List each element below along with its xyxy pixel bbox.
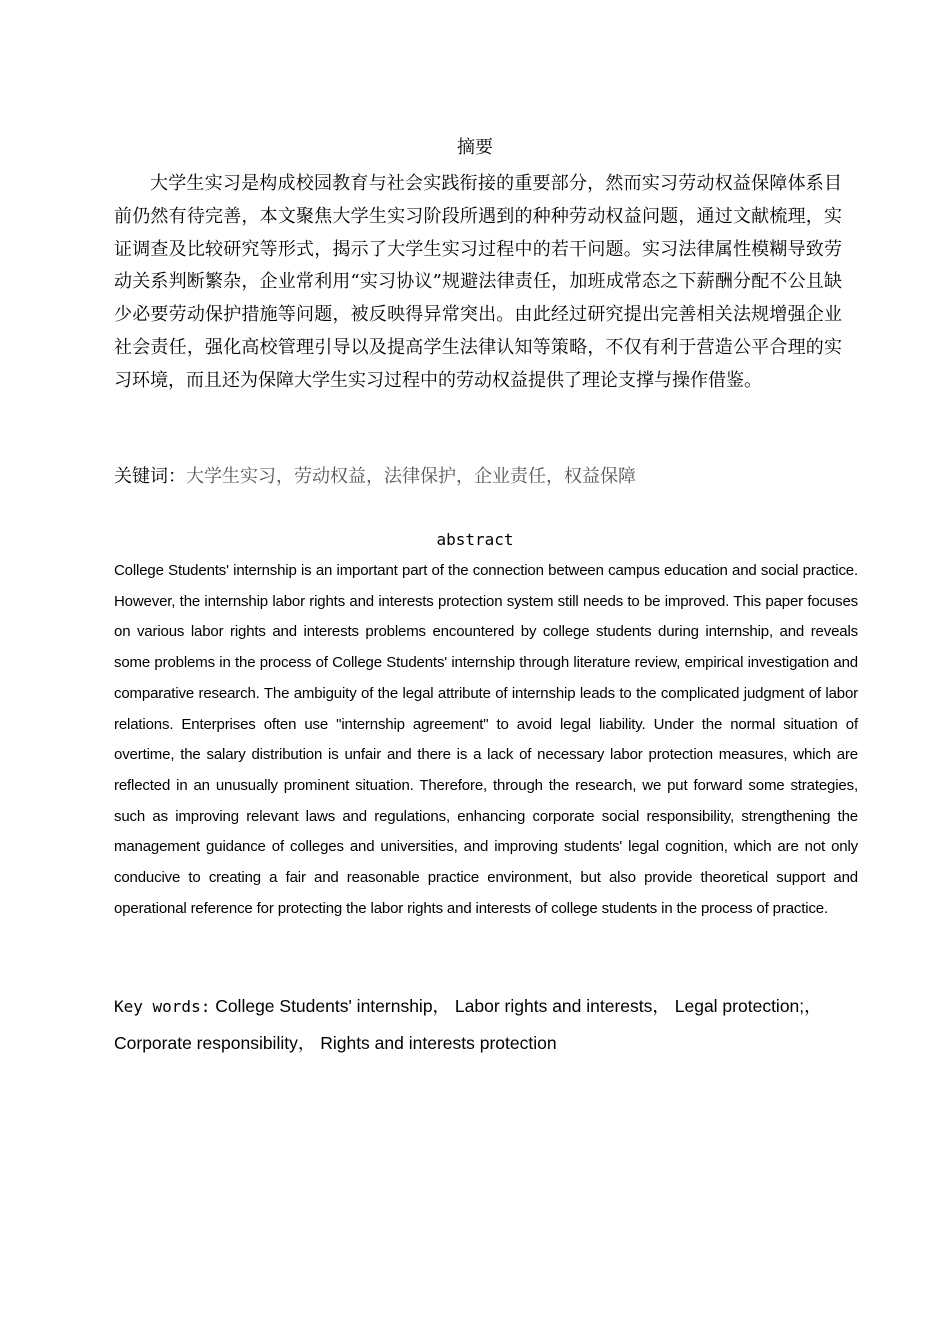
english-keywords-value: College Students' internship， Labor rights and interests， Legal protection;， Corporate responsibility， Rights and interests protection	[114, 996, 822, 1053]
chinese-abstract-title: 摘要	[457, 137, 493, 158]
chinese-abstract-body: 大学生实习是构成校园教育与社会实践衔接的重要部分，然而实习劳动权益保障体系目前仍然有待完善，本文聚焦大学生实习阶段所遇到的种种劳动权益问题，通过文献梳理，实证调查及比较研究等形式，揭示了大学生实习过程中的若干问题。实习法律属性模糊导致劳动关系判断繁杂，企业常利用“实习协议”规避法律责任，加班成常态之下薪酬分配不公且缺少必要劳动保护措施等问题，被反映得异常突出。由此经过研究提出完善相关法规增强企业社会责任，强化高校管理引导以及提高学生法律认知等策略，不仅有利于营造公平合理的实习环境，而且还为保障大学生实习过程中的劳动权益提供了理论支撑与操作借鉴。	[114, 173, 842, 391]
english-keywords-label: Key words:	[114, 997, 211, 1016]
chinese-keywords	[114, 463, 854, 490]
english-abstract-body: College Students' internship is an important part of the connection between campus education and social practice. However, the internship labor rights and interests protection system still needs to be improved. This paper focuses on various labor rights and interests problems encountered by college students during internship, and reveals some problems in the process of College Students' internship through literature review, empirical investigation and comparative research. The ambiguity of the legal attribute of internship leads to the complicated judgment of labor relations. Enterprises often use "internship agreement" to avoid legal liability. Under the normal situation of overtime, the salary distribution is unfair and there is a lack of necessary labor protection measures, which are reflected in an unusually prominent situation. Therefore, through the research, we put forward some strategies, such as improving relevant laws and regulations, enhancing corporate social responsibility, strengthening the management guidance of colleges and universities, and improving students' legal cognition, which are not only conducive to creating a fair and reasonable practice environment, but also provide theoretical support and operational reference for protecting the labor rights and interests of college students in the process of practice.	[114, 562, 858, 917]
english-keywords	[114, 988, 858, 1061]
chinese-keywords-label: 关键词：	[114, 466, 186, 487]
english-abstract-title: abstract	[436, 530, 514, 549]
chinese-keywords-value: 大学生实习，劳动权益，法律保护，企业责任，权益保障	[186, 466, 636, 487]
